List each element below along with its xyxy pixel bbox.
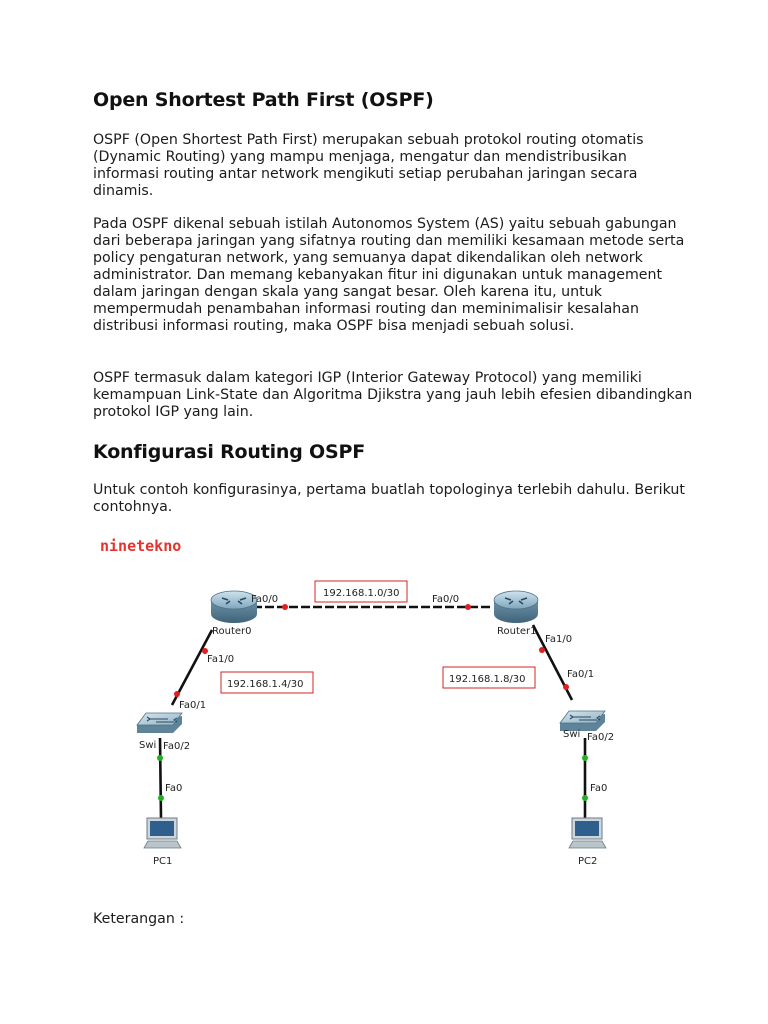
router1-icon (494, 591, 538, 623)
status-dot (582, 755, 588, 761)
status-dot (157, 755, 163, 761)
port-label-r0-fa10: Fa1/0 (207, 654, 235, 665)
network-label-left: 192.168.1.4/30 (227, 679, 304, 690)
status-dot (158, 795, 164, 801)
port-label-pc2-fa0: Fa0 (590, 783, 608, 794)
status-dot (465, 604, 471, 610)
switch-left-icon (137, 713, 182, 733)
paragraph-keterangan: Keterangan : (93, 911, 185, 927)
pc1-label: PC1 (153, 856, 173, 867)
port-label-pc1-fa0: Fa0 (165, 783, 183, 794)
brand-logo: ninetekno (100, 537, 182, 555)
port-label-swr-fa01: Fa0/1 (567, 669, 595, 680)
port-label-swr-fa02: Fa0/2 (587, 732, 615, 743)
paragraph-autonomous-system: Pada OSPF dikenal sebuah istilah Autonomos System (AS) yaitu sebuah gabungan dari beberapa jaringan yang sifatnya routing dan memiliki kesamaan metode serta policy pengaturan network, yang semuanya dapat dikendalikan oleh network administrator. Dan memang kebanyakan fitur ini digunakan untuk management dalam jaringan dengan skala yang sangat besar. Oleh karena itu, untuk mempermudah penambahan informasi routing dan meminimalisir kesalahan distribusi informasi routing, maka OSPF bisa menjadi sebuah solusi. (93, 216, 685, 334)
port-label-r1-fa10: Fa1/0 (545, 634, 573, 645)
network-topology-diagram (0, 520, 768, 890)
network-label-right: 192.168.1.8/30 (449, 674, 526, 685)
switch-right-label: Swi (563, 729, 581, 740)
pc2-label: PC2 (578, 856, 598, 867)
status-dot (582, 795, 588, 801)
port-label-r0-fa00: Fa0/0 (251, 594, 279, 605)
pc2-icon (569, 818, 606, 848)
switch-left-label: Swi (139, 740, 157, 751)
status-dot (563, 684, 569, 690)
port-label-swl-fa02: Fa0/2 (163, 741, 191, 752)
page-title: Open Shortest Path First (OSPF) (93, 89, 434, 111)
status-dot (282, 604, 288, 610)
router1-label: Router1 (497, 626, 537, 637)
section-title-config: Konfigurasi Routing OSPF (93, 441, 365, 463)
port-label-r1-fa00: Fa0/0 (432, 594, 460, 605)
pc1-icon (144, 818, 181, 848)
port-label-swl-fa01: Fa0/1 (179, 700, 207, 711)
status-dot (539, 647, 545, 653)
router0-label: Router0 (212, 626, 252, 637)
switch-right-icon (560, 711, 605, 731)
link-switch-left-pc1 (160, 738, 161, 818)
paragraph-example: Untuk contoh konfigurasinya, pertama buatlah topologinya terlebih dahulu. Berikut contohnya. (93, 482, 685, 515)
paragraph-intro: OSPF (Open Shortest Path First) merupakan sebuah protokol routing otomatis (Dynamic Routing) yang mampu menjaga, mengatur dan mendistribusikan informasi routing antar network mengikuti setiap perubahan jaringan secara dinamis. (93, 132, 644, 199)
status-dot (174, 691, 180, 697)
paragraph-igp: OSPF termasuk dalam kategori IGP (Interior Gateway Protocol) yang memiliki kemampuan Link-State dan Algoritma Djikstra yang jauh lebih efesien dibandingkan protokol IGP yang lain. (93, 370, 693, 420)
network-label-wan: 192.168.1.0/30 (323, 588, 400, 599)
